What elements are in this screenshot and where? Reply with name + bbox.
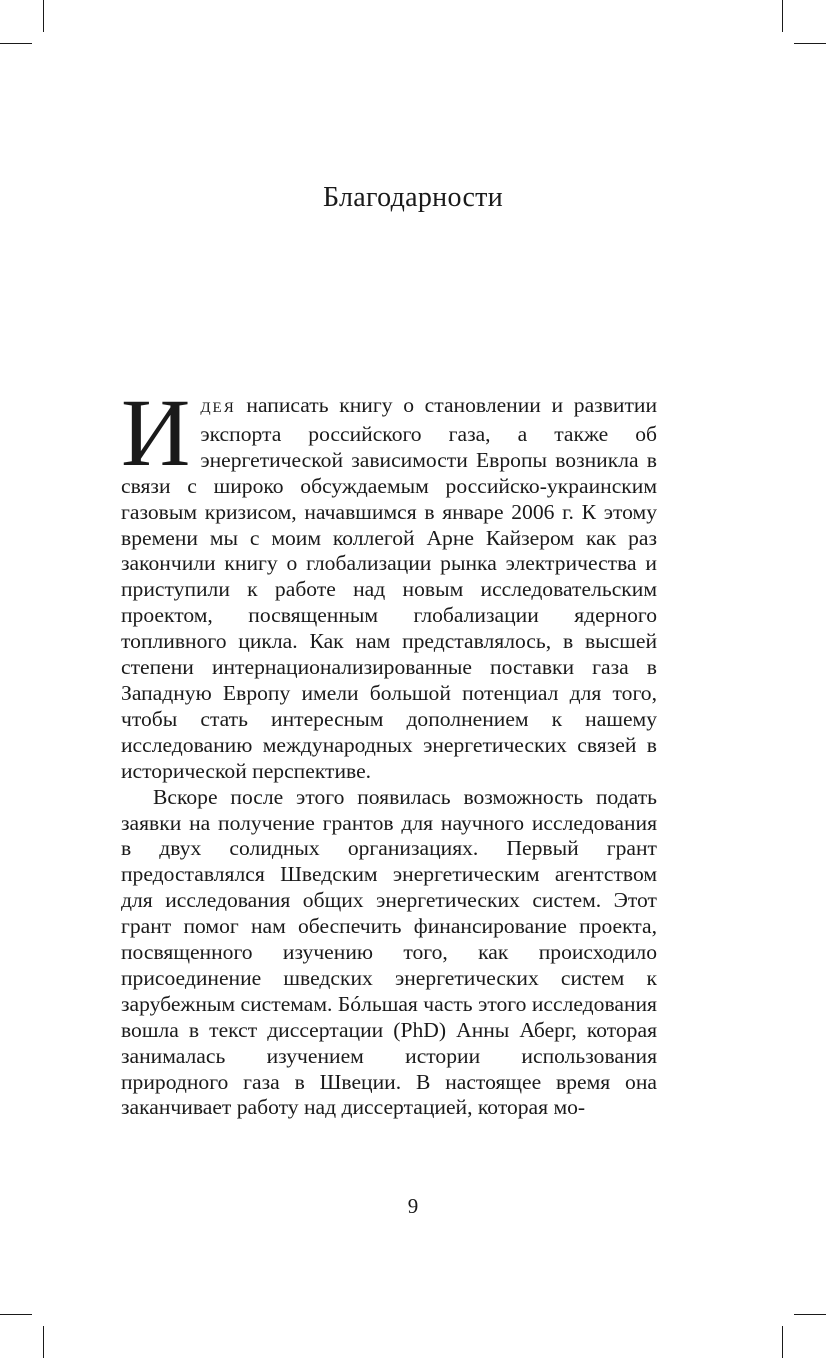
chapter-heading: Благодарности xyxy=(323,182,503,213)
crop-mark-top-right-h xyxy=(794,43,826,44)
crop-mark-top-right-v xyxy=(782,0,783,32)
crop-mark-bottom-left-v xyxy=(43,1326,44,1358)
crop-mark-top-left-h xyxy=(0,43,32,44)
crop-mark-bottom-right-v xyxy=(782,1326,783,1358)
drop-cap: И xyxy=(121,379,191,486)
crop-mark-top-left-v xyxy=(43,0,44,32)
crop-mark-bottom-left-h xyxy=(0,1314,32,1315)
lead-in-smallcaps: ДЕЯ xyxy=(200,400,236,416)
body-text xyxy=(121,379,657,1121)
paragraph-1 xyxy=(121,379,657,785)
paragraph-1-text: написать книгу о становлении и развитии экспорта российского газа, а также об энергетической зависимости Европы возникла в связи с широко обсуждаемым российско-украинским газовым кризисом, начавшимся в январе 2006 г. К этому времени мы с моим коллегой Арне Кайзером как раз закончили книгу о глобализации рынка электричества и приступили к работе над новым исследовательским проектом, посвященным глобализации ядерного топливного цикла. Как нам представлялось, в высшей степени интернационализированные поставки газа в Западную Европу имели большой потенциал для того, чтобы стать интересным дополнением к нашему исследованию международных энергетических связей в исторической перспективе. xyxy=(121,393,657,783)
paragraph-2: Вскоре после этого появилась возможность подать заявки на получение грантов для научного исследования в двух солидных организациях. Первый грант предоставлялся Шведским энергетическим агентством для исследования общих энергетических систем. Этот грант помог нам обеспечить финансирование проекта, посвященного изучению того, как происходило присоединение шведских энергетических систем к зарубежным системам. Бóльшая часть этого исследования вошла в текст диссертации (PhD) Анны Аберг, которая занималась изучением истории использования природного газа в Швеции. В настоящее время она заканчивает работу над диссертацией, которая мо- xyxy=(121,784,657,1120)
page-number: 9 xyxy=(407,1194,419,1218)
crop-mark-bottom-right-h xyxy=(794,1314,826,1315)
